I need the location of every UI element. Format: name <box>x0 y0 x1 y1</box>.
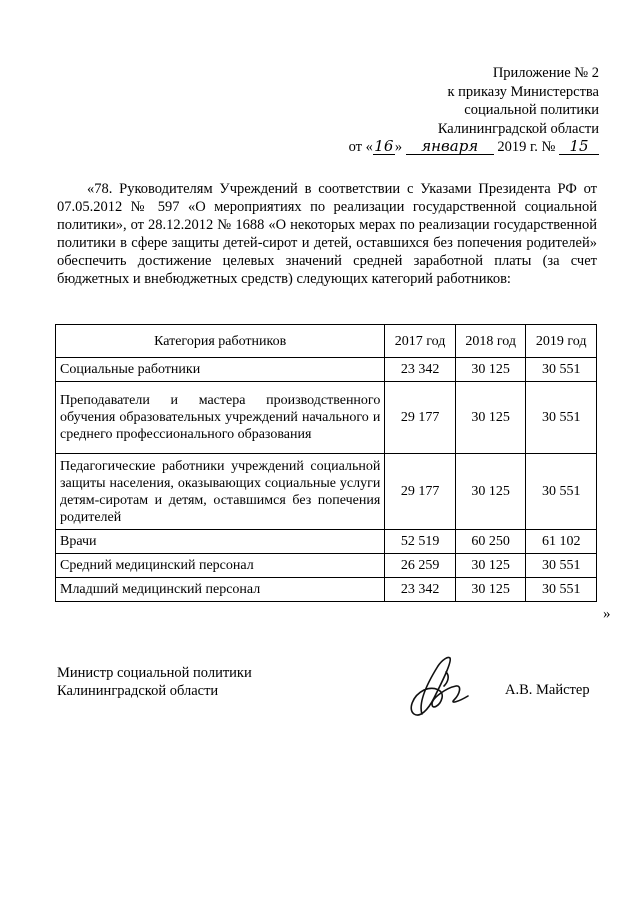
category-cell: Врачи <box>56 530 385 554</box>
handwritten-signature <box>398 652 480 722</box>
table-header-row <box>56 325 597 358</box>
column-header-category: Категория работников <box>56 325 385 358</box>
value-2018: 30 125 <box>455 578 526 602</box>
closing-quote: » <box>603 606 611 622</box>
table-row <box>56 530 597 554</box>
value-2018: 30 125 <box>455 358 526 382</box>
signatory-position: Министр социальной политики <box>57 665 252 681</box>
column-header-2017: 2017 год <box>385 325 456 358</box>
column-header-2018: 2018 год <box>455 325 526 358</box>
value-2019: 30 551 <box>526 382 597 454</box>
table-row <box>56 358 597 382</box>
value-2019: 30 551 <box>526 454 597 530</box>
column-header-2019: 2019 год <box>526 325 597 358</box>
category-cell: Социальные работники <box>56 358 385 382</box>
category-cell: Младший медицинский персонал <box>56 578 385 602</box>
value-2017: 52 519 <box>385 530 456 554</box>
date-day-close: » <box>394 139 403 155</box>
handwritten-day: 16 <box>374 137 394 155</box>
paragraph-78: «78. Руководителям Учреждений в соответствии с Указами Президента РФ от 07.05.2012 № 597 «О мероприятиях по реализации государственной социальной политики», от 28.12.2012 № 1688 «О некоторых мерах по реализации государственной политики в сфере защиты детей-сирот и детей, оставшихся без попечения родителей» обеспечить достижение целевых значений средней заработной платы (за счет бюджетных и внебюджетных средств) следующих категорий работников: <box>57 181 597 287</box>
table-row <box>56 554 597 578</box>
value-2017: 26 259 <box>385 554 456 578</box>
value-2017: 23 342 <box>385 578 456 602</box>
order-reference: к приказу Министерства <box>447 83 599 100</box>
value-2018: 30 125 <box>455 382 526 454</box>
signatory-title <box>57 664 252 700</box>
handwritten-order-number: 15 <box>559 139 599 155</box>
order-date-line <box>299 138 599 157</box>
salary-targets-table <box>55 324 597 602</box>
ministry-name: социальной политики <box>464 102 599 118</box>
value-2018: 30 125 <box>455 554 526 578</box>
category-cell: Средний медицинский персонал <box>56 554 385 578</box>
order-year: 2019 г. № <box>497 139 556 155</box>
handwritten-month: января <box>406 139 494 155</box>
value-2019: 30 551 <box>526 578 597 602</box>
table-row <box>56 382 597 454</box>
signatory-name: А.В. Майстер <box>505 682 590 698</box>
value-2017: 29 177 <box>385 382 456 454</box>
value-2019: 61 102 <box>526 530 597 554</box>
value-2018: 30 125 <box>455 454 526 530</box>
date-prefix: от « <box>348 139 373 155</box>
category-cell: Преподаватели и мастера производственного обучения образовательных учреждений начального и среднего профессионального образования <box>56 382 385 454</box>
value-2019: 30 551 <box>526 358 597 382</box>
table-row <box>56 454 597 530</box>
signatory-region: Калининградской области <box>57 683 219 699</box>
value-2018: 60 250 <box>455 530 526 554</box>
value-2019: 30 551 <box>526 554 597 578</box>
appendix-number: Приложение № 2 <box>492 65 599 81</box>
value-2017: 29 177 <box>385 454 456 530</box>
category-cell: Педагогические работники учреждений социальной защиты населения, оказывающих социальные услуги детям-сиротам и детям, оставшимся без попечения родителей <box>56 454 385 530</box>
appendix-header <box>299 64 599 157</box>
value-2017: 23 342 <box>385 358 456 382</box>
table-row <box>56 578 597 602</box>
region-name: Калининградской области <box>437 120 599 137</box>
